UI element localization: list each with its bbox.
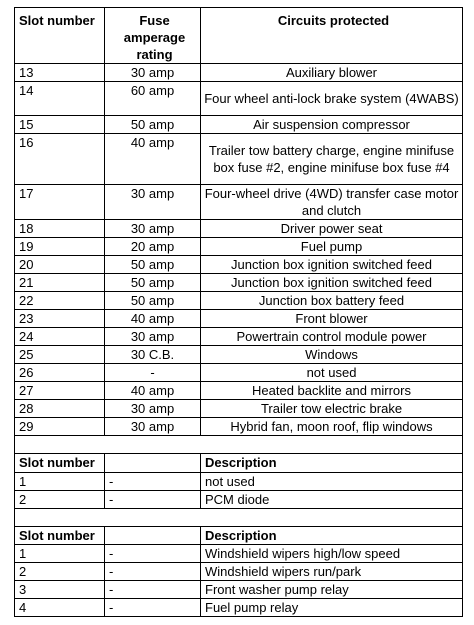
circuit-cell: Junction box ignition switched feed: [201, 274, 463, 292]
fuse-table: [14, 7, 463, 617]
slot-cell: 1: [15, 472, 105, 490]
table-row: [15, 274, 463, 292]
slot-cell: 1: [15, 544, 105, 562]
table-row: [15, 418, 463, 436]
rating-cell: 30 amp: [105, 328, 201, 346]
relay-header-row: [15, 526, 463, 544]
circuit-cell: Air suspension compressor: [201, 116, 463, 134]
slot-cell: 3: [15, 580, 105, 598]
diode-header-description: Description: [201, 454, 463, 472]
table-row: [15, 328, 463, 346]
header-circuits-protected: Circuits protected: [201, 8, 463, 64]
slot-cell: 25: [15, 346, 105, 364]
rating-cell: -: [105, 364, 201, 382]
table-row: [15, 64, 463, 82]
table-row: [15, 134, 463, 185]
description-cell: Front washer pump relay: [201, 580, 463, 598]
slot-cell: 22: [15, 292, 105, 310]
slot-cell: 15: [15, 116, 105, 134]
dash-cell: -: [105, 544, 201, 562]
table-row: [15, 562, 463, 580]
dash-cell: -: [105, 472, 201, 490]
slot-cell: 28: [15, 400, 105, 418]
dash-cell: -: [105, 598, 201, 616]
table-row: [15, 185, 463, 220]
dash-cell: -: [105, 562, 201, 580]
rating-cell: 30 amp: [105, 64, 201, 82]
description-cell: not used: [201, 472, 463, 490]
rating-cell: 40 amp: [105, 382, 201, 400]
table-row: [15, 400, 463, 418]
diode-header-row: [15, 454, 463, 472]
circuit-cell: Junction box ignition switched feed: [201, 256, 463, 274]
slot-cell: 27: [15, 382, 105, 400]
circuit-cell: Hybrid fan, moon roof, flip windows: [201, 418, 463, 436]
fuse-header-row: [15, 8, 463, 64]
table-row: [15, 472, 463, 490]
spacer-row: [15, 508, 463, 526]
table-row: [15, 220, 463, 238]
table-row: [15, 310, 463, 328]
rating-cell: 60 amp: [105, 82, 201, 116]
circuit-cell: Four wheel anti-lock brake system (4WABS): [201, 82, 463, 116]
diode-header-slot-number: Slot number: [15, 454, 105, 472]
slot-cell: 29: [15, 418, 105, 436]
relay-header-description: Description: [201, 526, 463, 544]
slot-cell: 26: [15, 364, 105, 382]
slot-cell: 21: [15, 274, 105, 292]
slot-cell: 17: [15, 185, 105, 220]
rating-cell: 30 amp: [105, 185, 201, 220]
rating-cell: 50 amp: [105, 292, 201, 310]
rating-cell: 50 amp: [105, 256, 201, 274]
description-cell: Windshield wipers run/park: [201, 562, 463, 580]
slot-cell: 24: [15, 328, 105, 346]
rating-cell: 20 amp: [105, 238, 201, 256]
circuit-cell: Auxiliary blower: [201, 64, 463, 82]
circuit-cell: Trailer tow battery charge, engine minifuse box fuse #2, engine minifuse box fuse #4: [201, 134, 463, 185]
table-row: [15, 490, 463, 508]
slot-cell: 16: [15, 134, 105, 185]
table-row: [15, 598, 463, 616]
circuit-cell: Heated backlite and mirrors: [201, 382, 463, 400]
slot-cell: 18: [15, 220, 105, 238]
slot-cell: 20: [15, 256, 105, 274]
table-row: [15, 82, 463, 116]
description-cell: PCM diode: [201, 490, 463, 508]
circuit-cell: Powertrain control module power: [201, 328, 463, 346]
table-row: [15, 580, 463, 598]
header-fuse-rating: Fuse amperage rating: [105, 8, 201, 64]
rating-cell: 30 C.B.: [105, 346, 201, 364]
rating-cell: 50 amp: [105, 274, 201, 292]
description-cell: Windshield wipers high/low speed: [201, 544, 463, 562]
dash-cell: -: [105, 580, 201, 598]
slot-cell: 2: [15, 490, 105, 508]
rating-cell: 40 amp: [105, 310, 201, 328]
table-row: [15, 364, 463, 382]
slot-cell: 2: [15, 562, 105, 580]
header-slot-number: Slot number: [15, 8, 105, 64]
table-row: [15, 346, 463, 364]
rating-cell: 30 amp: [105, 220, 201, 238]
circuit-cell: Fuel pump: [201, 238, 463, 256]
circuit-cell: Trailer tow electric brake: [201, 400, 463, 418]
table-row: [15, 382, 463, 400]
circuit-cell: Windows: [201, 346, 463, 364]
circuit-cell: not used: [201, 364, 463, 382]
circuit-cell: Front blower: [201, 310, 463, 328]
circuit-cell: Four-wheel drive (4WD) transfer case motor and clutch: [201, 185, 463, 220]
circuit-cell: Driver power seat: [201, 220, 463, 238]
spacer-row: [15, 436, 463, 454]
slot-cell: 4: [15, 598, 105, 616]
slot-cell: 19: [15, 238, 105, 256]
table-row: [15, 116, 463, 134]
rating-cell: 50 amp: [105, 116, 201, 134]
table-row: [15, 292, 463, 310]
relay-header-slot-number: Slot number: [15, 526, 105, 544]
circuit-cell: Junction box battery feed: [201, 292, 463, 310]
rating-cell: 30 amp: [105, 418, 201, 436]
description-cell: Fuel pump relay: [201, 598, 463, 616]
table-row: [15, 238, 463, 256]
dash-cell: -: [105, 490, 201, 508]
slot-cell: 23: [15, 310, 105, 328]
slot-cell: 13: [15, 64, 105, 82]
rating-cell: 40 amp: [105, 134, 201, 185]
table-row: [15, 544, 463, 562]
slot-cell: 14: [15, 82, 105, 116]
table-row: [15, 256, 463, 274]
rating-cell: 30 amp: [105, 400, 201, 418]
